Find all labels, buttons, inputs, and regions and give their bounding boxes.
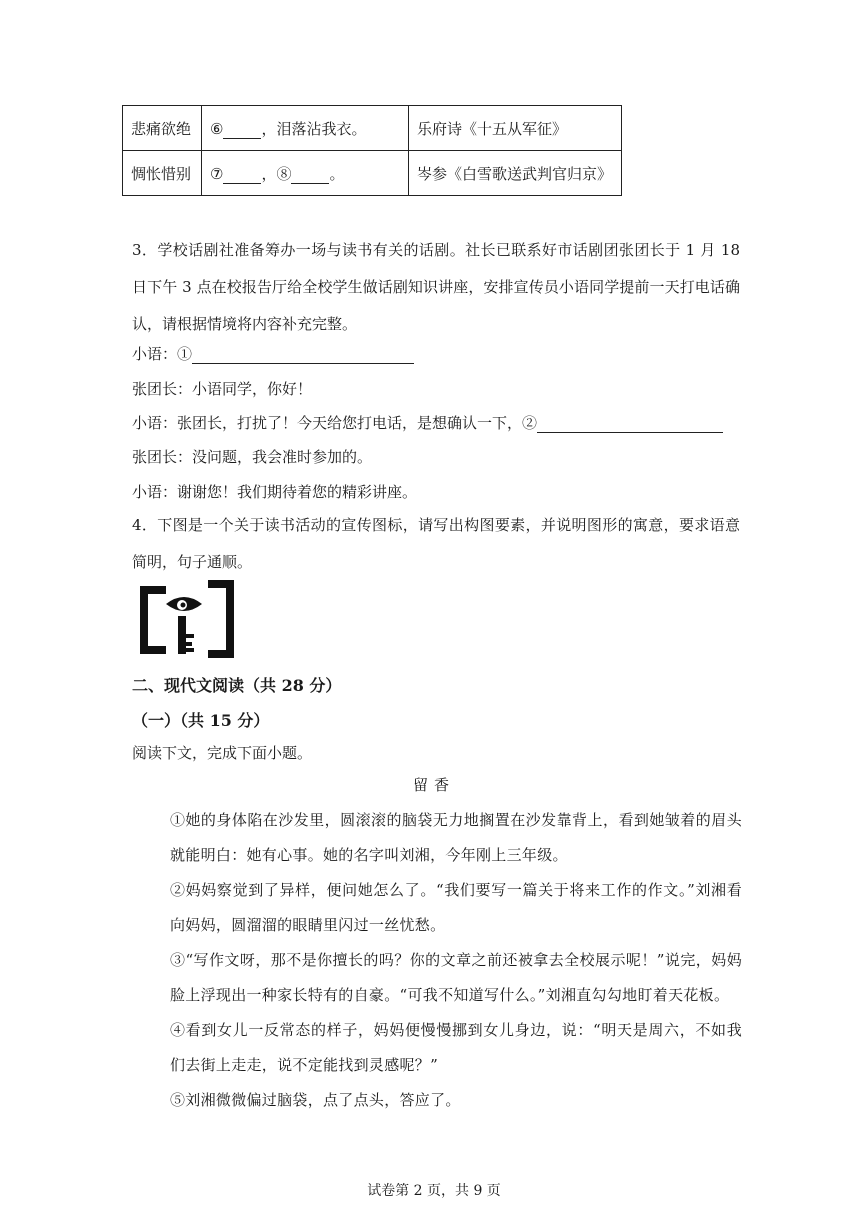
reading-logo-image — [136, 578, 238, 662]
table-row — [123, 151, 622, 196]
dialog-line — [132, 446, 372, 467]
line-text: 。 — [329, 164, 345, 183]
article-paragraph: ①她的身体陷在沙发里，圆滚滚的脑袋无力地搁置在沙发靠背上，看到她皱着的眉头就能明白：她有心事。她的名字叫刘湘，今年刚上三年级。 — [170, 811, 742, 864]
section-heading: 二、现代文阅读（共 28 分） — [132, 676, 342, 695]
article-paragraph: ④看到女儿一反常态的样子，妈妈便慢慢挪到女儿身边，说：“明天是周六，不如我们去街上走走，说不定能找到灵感呢？” — [170, 1021, 742, 1074]
theme-cell: 惆怅惜别 — [123, 151, 202, 196]
article-paragraph: ②妈妈察觉到了异样，便问她怎么了。“我们要写一篇关于将来工作的作文。”刘湘看向妈妈，圆溜溜的眼睛里闪过一丝忧愁。 — [170, 881, 742, 934]
key-tooth — [186, 642, 192, 646]
fill-blank[interactable] — [223, 138, 261, 139]
dialog-text: 小语同学，你好！ — [192, 380, 313, 398]
pupil — [181, 603, 186, 608]
page-footer: 试卷第 2 页，共 9 页 — [367, 1183, 501, 1199]
speaker: 小语： — [132, 414, 178, 432]
theme-cell: 悲痛欲绝 — [123, 106, 202, 151]
article-title: 留香 — [412, 776, 455, 794]
dialog-line — [132, 343, 414, 364]
question-4-text: 4．下图是一个关于读书活动的宣传图标，请写出构图要素，并说明图形的寓意，要求语意简明，句子通顺。 — [132, 516, 740, 571]
dialog-line — [132, 412, 723, 433]
dialog-text: 张团长，打扰了！今天给您打电话，是想确认一下， — [177, 414, 523, 432]
line-text: ，泪落沾我衣。 — [261, 119, 367, 138]
subsection-heading: （一）（共 15 分） — [132, 711, 270, 730]
answer-blank[interactable] — [537, 418, 723, 433]
fill-blank[interactable] — [291, 183, 329, 184]
key-tooth — [186, 634, 194, 638]
poem-table — [122, 105, 622, 196]
blank-number: ⑥ — [210, 119, 224, 138]
fill-blank[interactable] — [223, 183, 261, 184]
reading-instruction: 阅读下文，完成下面小题。 — [132, 744, 313, 762]
separator: ， — [261, 164, 277, 183]
right-bracket-shape — [208, 580, 234, 658]
blank-number: ① — [177, 345, 193, 363]
article-paragraph: ⑤刘湘微微偏过脑袋，点了点头，答应了。 — [170, 1091, 461, 1109]
dialog-line — [132, 378, 312, 399]
speaker: 张团长： — [132, 448, 193, 466]
dialog-text: 谢谢您！我们期待着您的精彩讲座。 — [177, 483, 418, 501]
blank-number: ⑧ — [276, 164, 292, 183]
left-bracket-shape — [140, 586, 166, 654]
blank-number: ② — [522, 414, 538, 432]
blank-cell — [202, 151, 409, 196]
source-cell: 岑参《白雪歌送武判官归京》 — [409, 151, 622, 196]
dialog-text: 没问题，我会准时参加的。 — [192, 448, 373, 466]
dialog-line — [132, 481, 417, 502]
speaker: 小语： — [132, 345, 178, 363]
key-shaft — [178, 616, 186, 654]
blank-number: ⑦ — [210, 164, 224, 183]
blank-cell — [202, 106, 409, 151]
source-cell: 乐府诗《十五从军征》 — [409, 106, 622, 151]
table-row — [123, 106, 622, 151]
question-3-text: 3．学校话剧社准备筹办一场与读书有关的话剧。社长已联系好市话剧团张团长于 1 月 18 日下午 3 点在校报告厅给全校学生做话剧知识讲座，安排宣传员小语同学提前一天打电话确认，请根据情境将内容补充完整。 — [132, 241, 740, 333]
key-tooth — [186, 648, 194, 652]
article-paragraph: ③“写作文呀，那不是你擅长的吗？你的文章之前还被拿去全校展示呢！”说完，妈妈脸上浮现出一种家长特有的自豪。“可我不知道写什么。”刘湘直勾勾地盯着天花板。 — [170, 951, 742, 1004]
answer-blank[interactable] — [192, 349, 414, 364]
speaker: 小语： — [132, 483, 178, 501]
speaker: 张团长： — [132, 380, 193, 398]
